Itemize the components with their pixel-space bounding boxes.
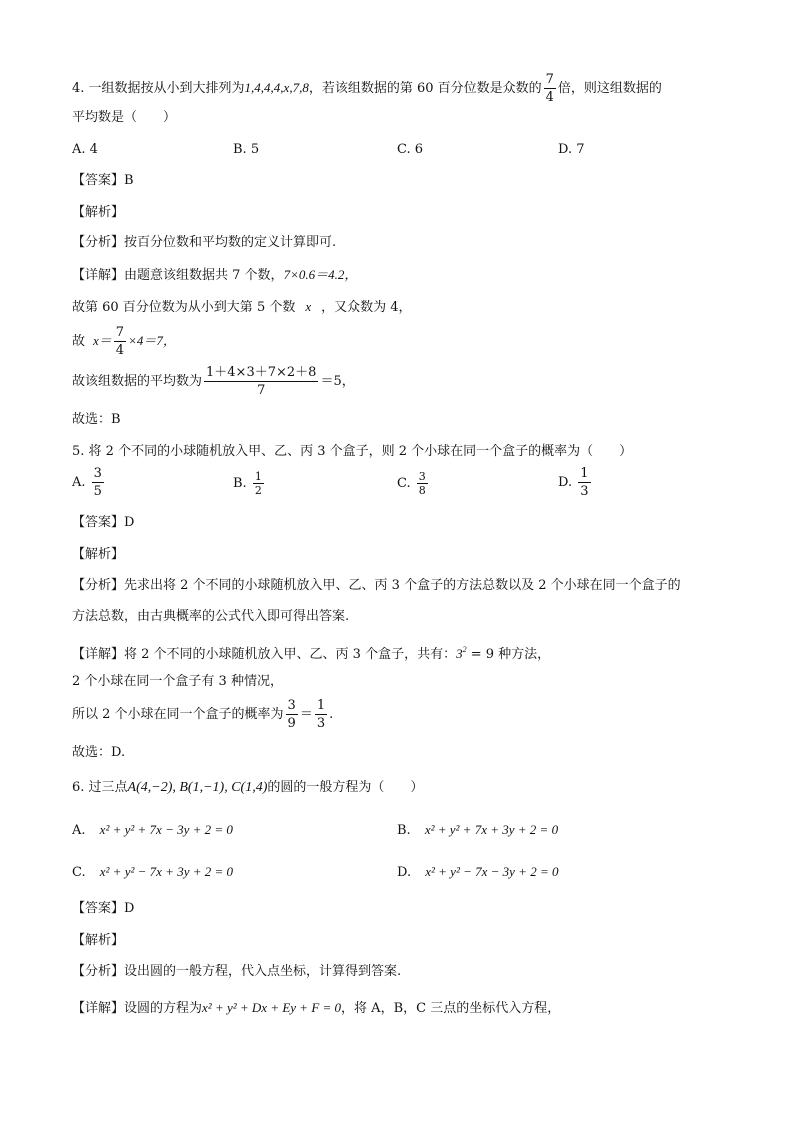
q4-answer-value: B <box>124 173 134 188</box>
q5-line3-fraction-1 <box>286 697 298 732</box>
q5-option-b-den: 2 <box>254 484 262 497</box>
q5-option-c-label: C. <box>397 476 411 491</box>
q5-answer-tag: 【答案】 <box>72 515 125 530</box>
q6-stem <box>72 779 423 797</box>
q6-answer-value: D <box>124 901 135 916</box>
q4-option-d: D. 7 <box>558 142 585 157</box>
q4-line3-den: 4 <box>115 343 125 358</box>
q4-xiangjie-line4 <box>72 364 355 399</box>
q6-fenxi-text: 设出圆的一般方程，代入点坐标，计算得到答案. <box>124 964 402 979</box>
q6-option-c-eq: x² + y² − 7x + 3y + 2 = 0 <box>99 864 234 879</box>
q5-line3-eq: ＝ <box>299 707 313 722</box>
q4-answer <box>72 172 134 190</box>
q4-line2b: ，又众数为 4， <box>321 300 412 315</box>
q4-line3c: ×4＝7， <box>128 333 176 348</box>
q5-fenxi-1: 先求出将 2 个不同的小球随机放入甲、乙、丙 3 个盒子的方法总数以及 2 个小球在同一个盒子的 <box>124 578 681 593</box>
q4-data-list: 1,4,4,4,x,7,8 <box>244 80 309 95</box>
q4-stem-a: 4. 一组数据按从小到大排列为 <box>72 81 245 96</box>
q5-fenxi-tag: 【分析】 <box>72 578 125 593</box>
q5-line3-den2: 3 <box>316 716 326 731</box>
q4-xiangjie-1a: 由题意该组数据共 7 个数， <box>124 268 284 283</box>
q5-answer <box>72 514 134 532</box>
q4-analysis-tag: 【解析】 <box>72 205 125 220</box>
q6-option-a-label: A. <box>72 823 86 838</box>
q6-option-a <box>72 821 233 840</box>
q6-option-c-label: C. <box>72 865 86 880</box>
q4-line4b: ＝5， <box>320 374 355 389</box>
q5-option-b-num: 1 <box>254 470 262 483</box>
q5-xiangjie-line1 <box>72 641 550 664</box>
q4-fenxi-tag: 【分析】 <box>72 235 125 250</box>
q5-option-b-fraction <box>253 470 264 497</box>
q5-option-a-num: 3 <box>93 466 102 481</box>
q6-xiangjie-eq: x² + y² + Dx + Ey + F = 0 <box>202 1000 342 1015</box>
q4-answer-tag: 【答案】 <box>72 173 125 188</box>
q5-option-b-label: B. <box>233 476 247 491</box>
q5-option-c-den: 8 <box>418 484 426 497</box>
q5-fenxi-line2: 方法总数，由古典概率的公式代入即可得出答案. <box>72 609 350 624</box>
q5-line3-num1: 3 <box>287 698 296 713</box>
q5-xiangjie-1c: = 9 种方法， <box>466 647 551 662</box>
q4-line4-den: 7 <box>204 381 318 399</box>
q4-stem-b: ，若该组数据的第 60 百分位数是众数的 <box>308 81 542 96</box>
q5-analysis-tag: 【解析】 <box>72 547 125 562</box>
q6-xiangjie-b: ，将 A，B，C 三点的坐标代入方程， <box>341 1001 561 1016</box>
q6-option-d-eq: x² + y² − 7x − 3y + 2 = 0 <box>425 864 559 879</box>
q6-answer <box>72 900 134 918</box>
q4-line3b: x＝ <box>93 333 112 348</box>
q6-stem-b: 的圆的一般方程为（ ） <box>267 780 424 795</box>
q5-xiangjie-line3 <box>72 697 333 732</box>
q5-option-c <box>397 470 430 497</box>
q6-fenxi <box>72 963 401 981</box>
q5-line3-num2: 1 <box>316 698 326 713</box>
q5-option-c-num: 3 <box>418 470 426 483</box>
q4-xiangjie-tag: 【详解】 <box>72 268 125 283</box>
q4-line3-num: 7 <box>115 325 125 340</box>
q5-answer-value: D <box>124 515 135 530</box>
q4-stem-line2: 平均数是（ ） <box>72 110 177 125</box>
q5-option-d-label: D. <box>558 475 573 490</box>
q6-option-c <box>72 863 233 882</box>
q4-xiangjie-line1 <box>72 266 357 285</box>
q5-option-a <box>72 465 106 500</box>
q5-xiangjie-1b: 3 <box>456 646 463 661</box>
q4-line4a: 故该组数据的平均数为 <box>72 374 203 389</box>
q6-xiangjie-a: 设圆的方程为 <box>124 1001 203 1016</box>
q4-xiangjie-line2 <box>72 298 412 317</box>
q5-option-d <box>558 465 593 500</box>
q4-option-a: A. 4 <box>72 142 98 157</box>
q6-option-d-label: D. <box>397 865 412 880</box>
q4-xiangjie-line3 <box>72 324 176 359</box>
q5-xiangjie-1a: 将 2 个不同的小球随机放入甲、乙、丙 3 个盒子，共有： <box>124 647 457 662</box>
q6-xiangjie <box>72 999 560 1018</box>
q4-stem-fraction <box>544 71 556 106</box>
q6-option-d <box>397 863 558 882</box>
q4-xiangjie-1b: 7×0.6＝4.2， <box>283 267 358 282</box>
q4-frac-den: 4 <box>545 90 554 105</box>
q6-option-b <box>397 821 558 840</box>
q6-option-b-label: B. <box>397 823 411 838</box>
q6-answer-tag: 【答案】 <box>72 901 125 916</box>
q5-option-d-num: 1 <box>580 466 589 481</box>
q4-stem-c: 倍，则这组数据的 <box>557 81 662 96</box>
q6-option-a-eq: x² + y² + 7x − 3y + 2 = 0 <box>99 822 233 837</box>
q6-fenxi-tag: 【分析】 <box>72 964 125 979</box>
q4-line4-fraction <box>204 364 318 399</box>
q6-stem-a: 6. 过三点 <box>72 780 128 795</box>
q4-line2x: x <box>305 299 312 314</box>
q6-analysis-tag: 【解析】 <box>72 933 125 948</box>
q4-stem-line1 <box>72 71 662 106</box>
q5-option-b <box>233 470 266 497</box>
q4-option-c: C. 6 <box>397 142 424 157</box>
q4-frac-num: 7 <box>545 72 554 87</box>
q4-fenxi-text: 按百分位数和平均数的定义计算即可. <box>124 235 337 250</box>
q5-option-a-den: 5 <box>93 484 102 499</box>
q5-line3-fraction-2 <box>315 697 327 732</box>
q6-xiangjie-tag: 【详解】 <box>72 1001 125 1016</box>
q5-final: 故选：D. <box>72 745 126 760</box>
q5-line3-end: . <box>329 707 334 722</box>
q4-option-b: B. 5 <box>233 142 260 157</box>
q5-option-d-fraction <box>578 465 590 500</box>
q4-line3a: 故 <box>72 334 86 349</box>
q5-fenxi-line1 <box>72 577 681 595</box>
q5-option-a-fraction <box>92 465 104 500</box>
q5-stem: 5. 将 2 个不同的小球随机放入甲、乙、丙 3 个盒子，则 2 个小球在同一个盒子的概率为（ ） <box>72 444 633 459</box>
q4-fenxi <box>72 234 336 252</box>
q5-line3a: 所以 2 个小球在同一个盒子的概率为 <box>72 707 284 722</box>
q4-line4-num: 1＋4×3＋7×2＋8 <box>206 365 317 380</box>
q5-xiangjie-line2: 2 个小球在同一个盒子有 3 种情况， <box>72 674 283 689</box>
q4-line3-fraction <box>114 324 126 359</box>
q5-option-d-den: 3 <box>580 484 589 499</box>
q6-stem-points: A(4,−2), B(1,−1), C(1,4) <box>127 780 268 795</box>
q4-line2a: 故第 60 百分位数为从小到大第 5 个数 <box>72 300 296 315</box>
q5-xiangjie-tag: 【详解】 <box>72 647 125 662</box>
q5-xiangjie-1sup: 2 <box>462 645 467 654</box>
q5-option-c-fraction <box>417 470 428 497</box>
q4-final: 故选：B <box>72 412 121 427</box>
q6-option-b-eq: x² + y² + 7x + 3y + 2 = 0 <box>424 822 559 837</box>
q5-line3-den1: 9 <box>287 716 296 731</box>
q5-option-a-label: A. <box>72 475 86 490</box>
